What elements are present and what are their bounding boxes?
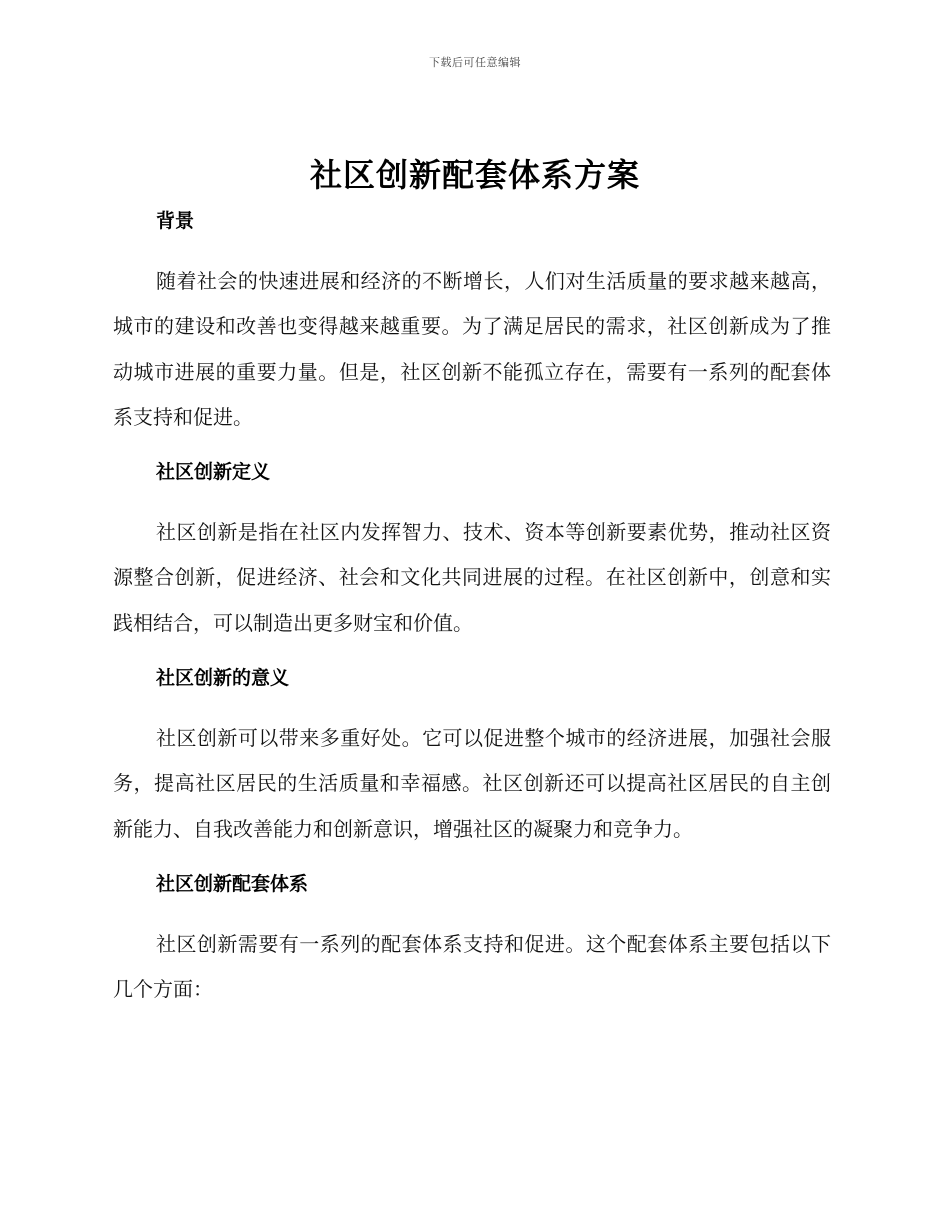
paragraph-definition: 社区创新是指在社区内发挥智力、技术、资本等创新要素优势，推动社区资源整合创新，促进经济、社会和文化共同进展的过程。在社区创新中，创意和实践相结合，可以制造出更多财宝和价值。 [113,520,831,635]
section-heading-definition: 社区创新定义 [156,461,271,484]
section-heading-background: 背景 [156,210,195,232]
section-heading-support-system: 社区创新配套体系 [156,872,309,895]
header-note: 下载后可任意编辑 [429,56,521,69]
page-title: 社区创新配套体系方案 [309,156,640,194]
paragraph-background: 随着社会的快速进展和经济的不断增长，人们对生活质量的要求越来越高，城市的建设和改善也变得越来越重要。为了满足居民的需求，社区创新成为了推动城市进展的重要力量。但是，社区创新不能孤立存在，需要有一系列的配套体系支持和促进。 [113,269,831,429]
document-body [113,203,831,1027]
paragraph-support-system: 社区创新需要有一系列的配套体系支持和促进。这个配套体系主要包括以下几个方面： [113,931,831,1002]
paragraph-significance: 社区创新可以带来多重好处。它可以促进整个城市的经济进展，加强社会服务，提高社区居民的生活质量和幸福感。社区创新还可以提高社区居民的自主创新能力、自我改善能力和创新意识，增强社区的凝聚力和竞争力。 [113,726,831,841]
section-heading-significance: 社区创新的意义 [156,667,290,690]
